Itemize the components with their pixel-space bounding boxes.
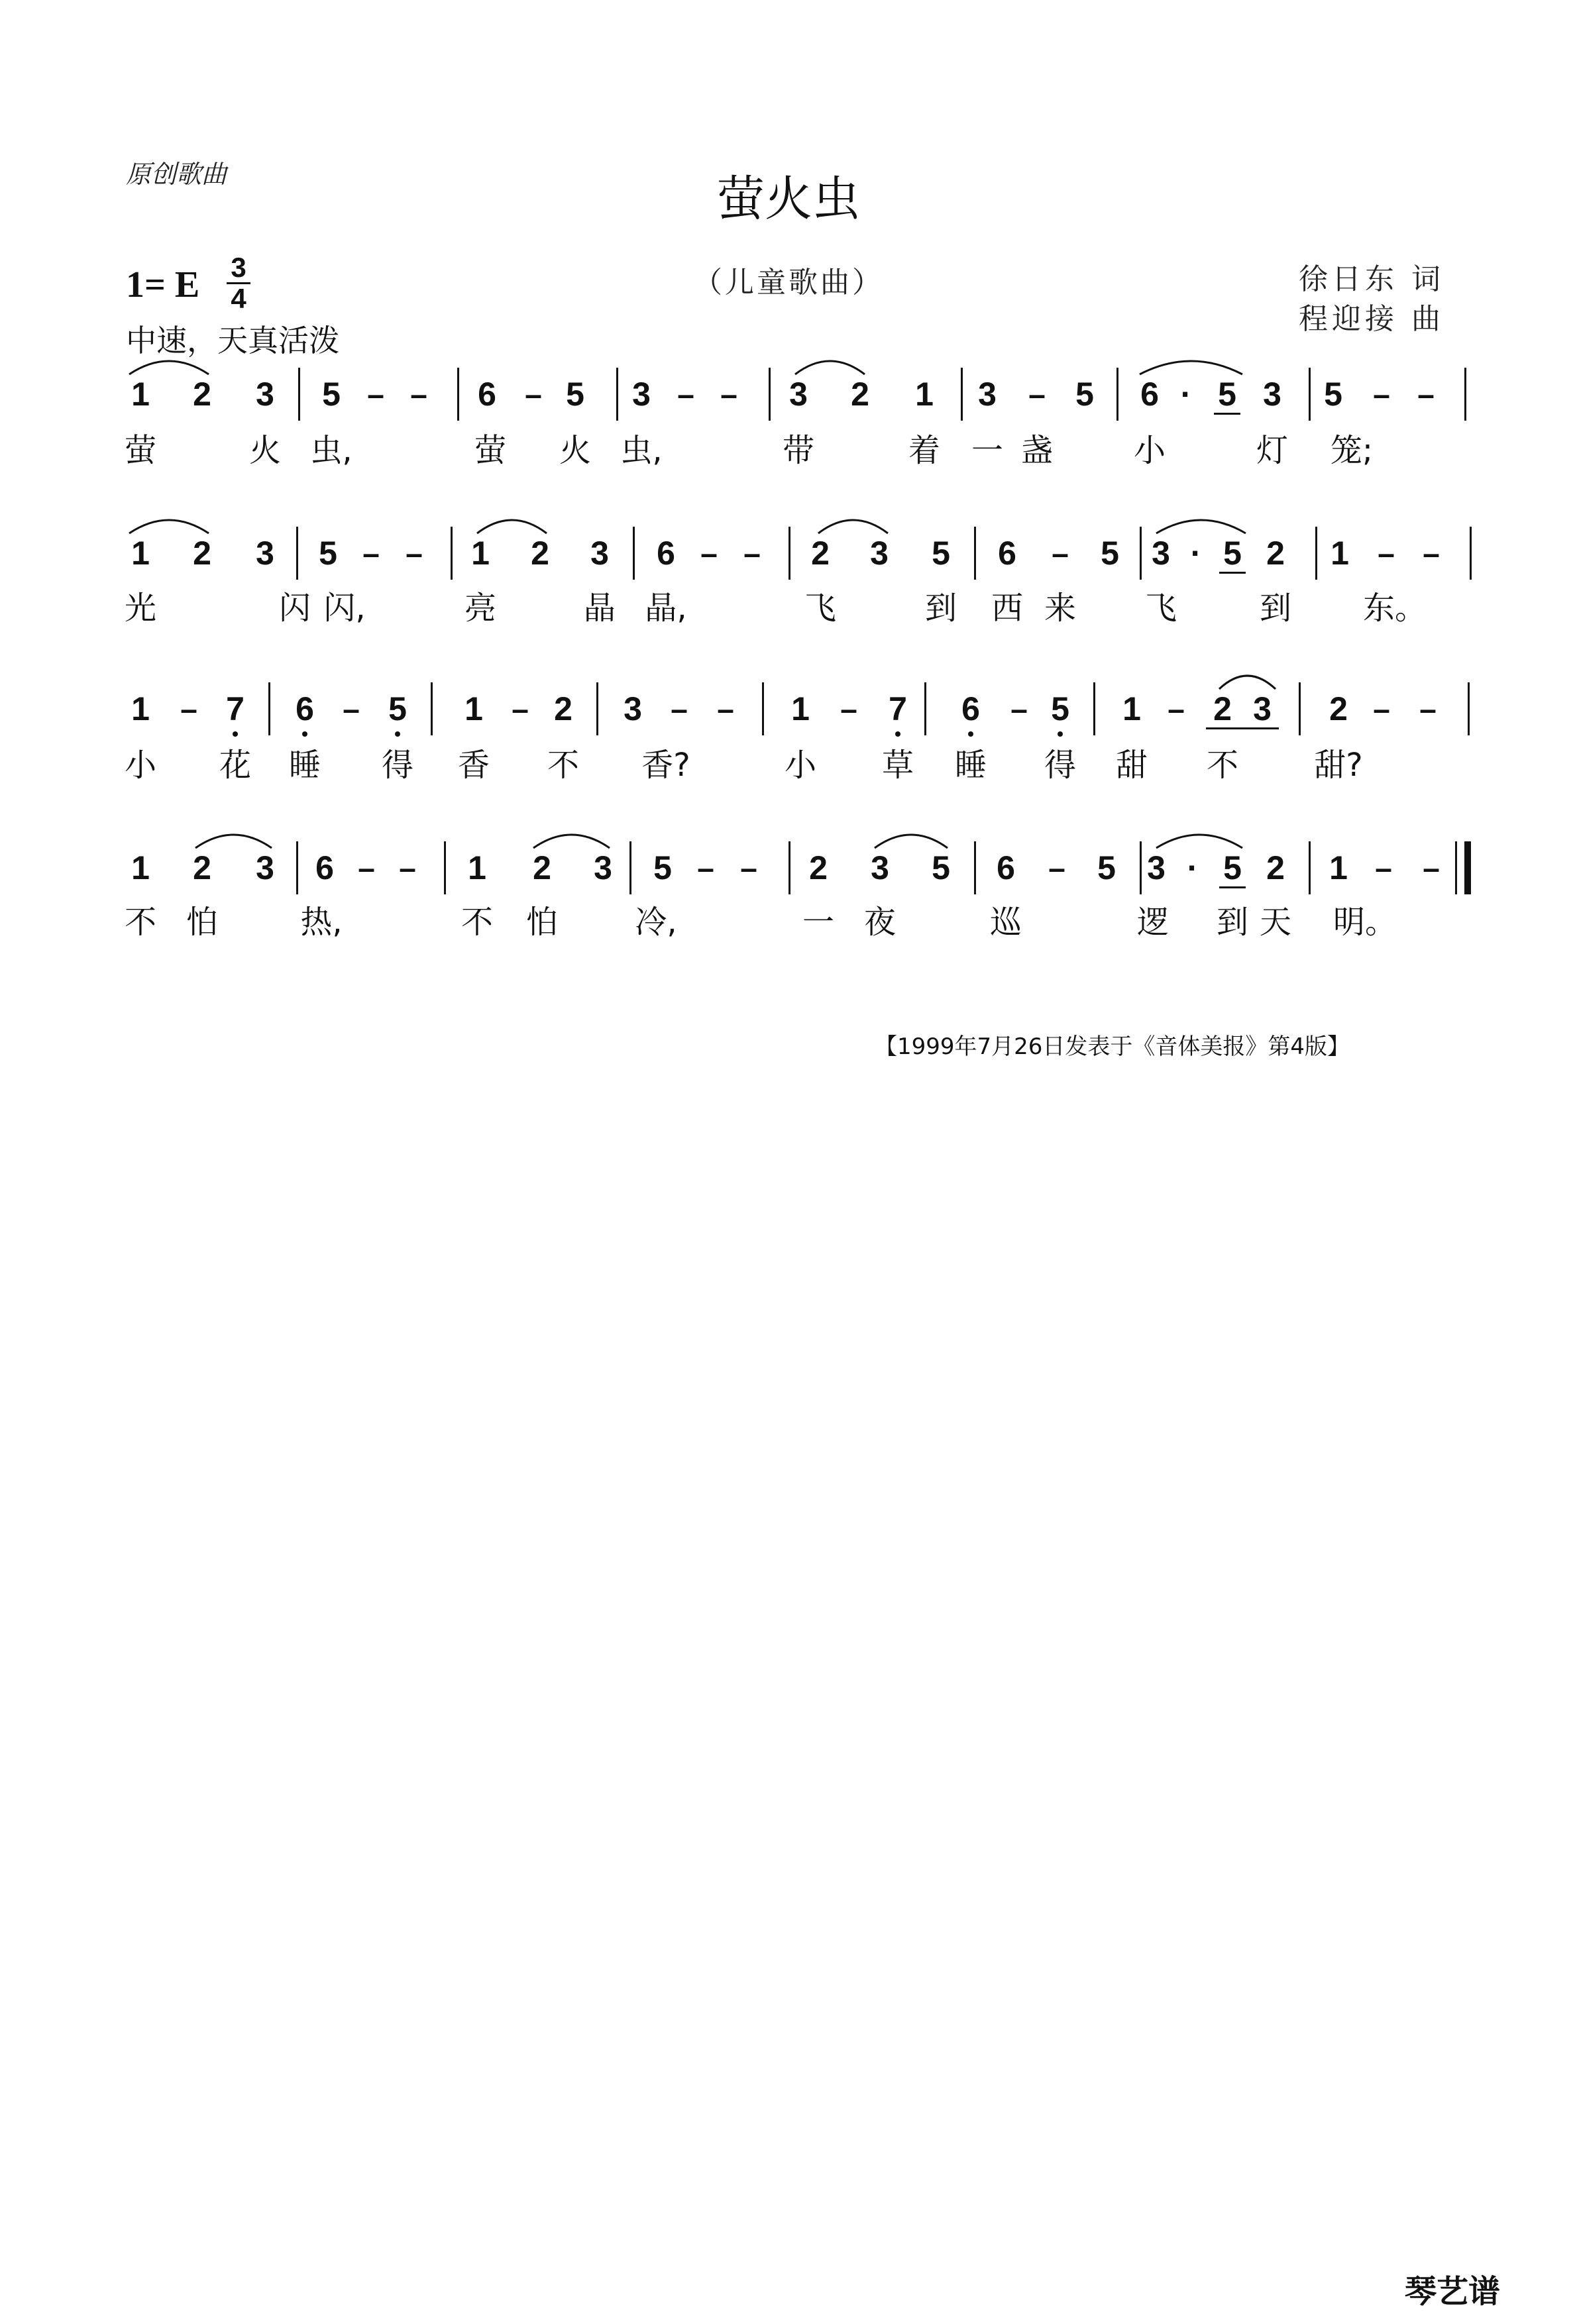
lyric-syllable: 花 bbox=[219, 747, 252, 784]
sustain-dash: – bbox=[1048, 851, 1065, 885]
sustain-dash: – bbox=[840, 692, 857, 726]
barline bbox=[268, 682, 270, 735]
final-barline-thin bbox=[1455, 841, 1457, 894]
score-note: 3 bbox=[256, 535, 274, 572]
lyric-syllable: 西 bbox=[991, 590, 1024, 627]
score-note: 1 bbox=[1331, 535, 1349, 572]
barline bbox=[788, 841, 790, 894]
score-note: 3 bbox=[871, 849, 889, 886]
score-note: 6 bbox=[998, 535, 1016, 572]
lyric-syllable: 来 bbox=[1044, 590, 1077, 627]
sustain-dash: – bbox=[740, 851, 757, 885]
barline bbox=[1315, 527, 1317, 580]
slur-arc bbox=[1140, 361, 1242, 374]
slur-arc bbox=[195, 835, 272, 848]
time-signature-top: 3 bbox=[231, 252, 246, 283]
score-note: 6 bbox=[1140, 376, 1159, 413]
sustain-dash: – bbox=[1423, 851, 1440, 885]
lyric-syllable: 火 bbox=[248, 432, 282, 469]
barline bbox=[1140, 841, 1142, 894]
score-note: 6 bbox=[296, 690, 314, 727]
score-note: 6 bbox=[997, 849, 1015, 886]
lyric-syllable: 睡 bbox=[288, 747, 321, 784]
score-note: 2 bbox=[554, 690, 572, 727]
sustain-dash: – bbox=[1378, 536, 1395, 570]
sustain-dash: – bbox=[717, 692, 734, 726]
sustain-dash: – bbox=[343, 692, 360, 726]
score-note: 2 bbox=[1266, 849, 1285, 886]
note-underline bbox=[1219, 572, 1246, 574]
score-note: 3 bbox=[590, 535, 609, 572]
original-song-label: 原创歌曲 bbox=[126, 160, 227, 189]
score-note: 2 bbox=[811, 535, 830, 572]
tempo-marking: 中速，天真活泼 bbox=[126, 323, 339, 358]
sustain-dash: – bbox=[362, 536, 380, 570]
lyric-syllable: 得 bbox=[381, 747, 414, 784]
barline bbox=[296, 841, 298, 894]
score-note: 3 bbox=[624, 690, 642, 727]
barline bbox=[457, 368, 459, 421]
lyric-syllable: 草 bbox=[881, 747, 914, 784]
score-note: 5 bbox=[319, 535, 337, 572]
lyric-syllable: 甜? bbox=[1314, 747, 1363, 784]
lyricist-credit: 徐日东 词 bbox=[1299, 262, 1444, 296]
barline bbox=[961, 368, 963, 421]
score-note: 2 bbox=[533, 849, 551, 886]
lyric-syllable: 萤 bbox=[474, 432, 507, 469]
lyric-syllable: 甜 bbox=[1115, 747, 1148, 784]
low-octave-dot bbox=[233, 731, 238, 737]
score-note: 3 bbox=[256, 849, 274, 886]
score-note: 2 bbox=[193, 376, 211, 413]
lyric-syllable: 光 bbox=[124, 590, 157, 627]
lyric-syllable: 睡 bbox=[954, 747, 987, 784]
score-note: 5 bbox=[1051, 690, 1069, 727]
sustain-dash: – bbox=[406, 536, 423, 570]
barline bbox=[431, 682, 433, 735]
lyric-syllable: 明。 bbox=[1332, 904, 1397, 941]
score-note: 5 bbox=[1075, 376, 1094, 413]
lyric-syllable: 晶 bbox=[583, 590, 616, 627]
sustain-dash: – bbox=[367, 377, 384, 411]
sustain-dash: – bbox=[743, 536, 761, 570]
barline bbox=[451, 527, 453, 580]
sustain-dash: – bbox=[677, 377, 694, 411]
time-signature-bottom: 4 bbox=[231, 283, 246, 314]
sustain-dash: – bbox=[720, 377, 737, 411]
lyric-syllable: 到 bbox=[1259, 590, 1292, 627]
note-underline bbox=[1206, 727, 1279, 729]
barline bbox=[1116, 368, 1118, 421]
score-note: 3 bbox=[594, 849, 612, 886]
song-title: 萤火虫 bbox=[716, 171, 860, 227]
note-underline bbox=[1219, 886, 1246, 888]
note-underline bbox=[1214, 413, 1240, 415]
brand-logo: 琴艺谱 bbox=[1405, 2273, 1501, 2310]
augmentation-dot: · bbox=[1180, 376, 1192, 413]
lyric-syllable: 小 bbox=[784, 747, 817, 784]
score-note: 1 bbox=[131, 849, 150, 886]
score-note: 5 bbox=[932, 535, 950, 572]
augmentation-dot: · bbox=[1190, 535, 1202, 572]
barline bbox=[616, 368, 618, 421]
barline bbox=[629, 841, 631, 894]
augmentation-dot: · bbox=[1187, 849, 1199, 886]
lyric-syllable: 虫, bbox=[620, 432, 663, 469]
barline bbox=[444, 841, 446, 894]
lyric-syllable: 到 bbox=[924, 590, 957, 627]
low-octave-dot bbox=[968, 731, 973, 737]
lyric-syllable: 不 bbox=[1206, 747, 1239, 784]
sustain-dash: – bbox=[697, 851, 714, 885]
low-octave-dot bbox=[395, 731, 400, 737]
lyric-syllable: 不 bbox=[124, 904, 157, 941]
sustain-dash: – bbox=[525, 377, 542, 411]
lyric-syllable: 东。 bbox=[1362, 590, 1427, 627]
key-signature: 1= E bbox=[126, 264, 200, 305]
barline bbox=[633, 527, 635, 580]
barline bbox=[974, 527, 976, 580]
barline bbox=[1093, 682, 1095, 735]
score-note: 2 bbox=[851, 376, 869, 413]
lyric-syllable: 亮 bbox=[464, 590, 497, 627]
barline bbox=[1309, 841, 1311, 894]
slur-arc bbox=[129, 361, 209, 374]
score-note: 1 bbox=[471, 535, 490, 572]
score-note: 5 bbox=[1097, 849, 1116, 886]
sustain-dash: – bbox=[180, 692, 197, 726]
sustain-dash: – bbox=[1168, 692, 1185, 726]
score-note: 2 bbox=[1213, 690, 1232, 727]
composer-credit: 程迎接 曲 bbox=[1299, 302, 1444, 336]
barline bbox=[769, 368, 771, 421]
sustain-dash: – bbox=[512, 692, 529, 726]
lyric-syllable: 虫, bbox=[310, 432, 353, 469]
slur-arc bbox=[129, 520, 209, 533]
barline bbox=[296, 527, 298, 580]
barline bbox=[1309, 368, 1311, 421]
lyric-syllable: 逻 bbox=[1136, 904, 1169, 941]
slur-arc bbox=[875, 835, 948, 848]
score-note: 1 bbox=[1329, 849, 1348, 886]
lyric-syllable: 飞 bbox=[1144, 590, 1177, 627]
score-note: 1 bbox=[915, 376, 934, 413]
score-note: 3 bbox=[789, 376, 808, 413]
lyric-syllable: 热, bbox=[300, 904, 343, 941]
barline bbox=[924, 682, 926, 735]
sustain-dash: – bbox=[1375, 851, 1392, 885]
lyric-syllable: 闪, bbox=[323, 590, 366, 627]
low-octave-dot bbox=[1058, 731, 1063, 737]
lyric-syllable: 闪 bbox=[278, 590, 311, 627]
score-note: 3 bbox=[256, 376, 274, 413]
sustain-dash: – bbox=[358, 851, 375, 885]
lyric-syllable: 香? bbox=[641, 747, 690, 784]
score-note: 3 bbox=[1152, 535, 1170, 572]
score-note: 3 bbox=[1253, 690, 1272, 727]
score-note: 5 bbox=[388, 690, 407, 727]
sustain-dash: – bbox=[1028, 377, 1046, 411]
slur-arc bbox=[1219, 676, 1276, 689]
score-note: 1 bbox=[131, 376, 150, 413]
sustain-dash: – bbox=[410, 377, 427, 411]
score-note: 5 bbox=[1101, 535, 1119, 572]
score-note: 5 bbox=[322, 376, 341, 413]
score-note: 3 bbox=[978, 376, 997, 413]
score-note: 5 bbox=[1218, 376, 1236, 413]
score-note: 5 bbox=[1324, 376, 1342, 413]
score-note: 1 bbox=[1122, 690, 1141, 727]
barline bbox=[298, 368, 300, 421]
lyric-syllable: 带 bbox=[782, 432, 815, 469]
barline bbox=[1468, 682, 1470, 735]
score-note: 6 bbox=[657, 535, 675, 572]
lyric-syllable: 香 bbox=[457, 747, 490, 784]
sustain-dash: – bbox=[1010, 692, 1028, 726]
score-note: 2 bbox=[1329, 690, 1348, 727]
lyric-syllable: 不 bbox=[547, 747, 580, 784]
score-note: 2 bbox=[531, 535, 549, 572]
barline bbox=[596, 682, 598, 735]
lyric-syllable: 得 bbox=[1044, 747, 1077, 784]
low-octave-dot bbox=[895, 731, 900, 737]
score-note: 6 bbox=[315, 849, 334, 886]
lyric-syllable: 怕 bbox=[186, 904, 219, 941]
score-note: 6 bbox=[478, 376, 496, 413]
sustain-dash: – bbox=[399, 851, 416, 885]
score-note: 1 bbox=[468, 849, 486, 886]
lyric-syllable: 小 bbox=[1133, 432, 1166, 469]
lyric-syllable: 巡 bbox=[989, 904, 1022, 941]
lyric-syllable: 火 bbox=[559, 432, 592, 469]
score-note: 5 bbox=[932, 849, 950, 886]
lyric-syllable: 笼; bbox=[1330, 432, 1374, 469]
score-note: 2 bbox=[193, 535, 211, 572]
slur-arc bbox=[533, 835, 610, 848]
score-note: 5 bbox=[566, 376, 584, 413]
barline bbox=[762, 682, 764, 735]
lyric-syllable: 萤 bbox=[124, 432, 157, 469]
barline bbox=[1299, 682, 1301, 735]
slur-arc bbox=[1156, 835, 1242, 848]
score-note: 3 bbox=[632, 376, 651, 413]
lyric-syllable: 着 bbox=[908, 432, 941, 469]
sustain-dash: – bbox=[1052, 536, 1069, 570]
lyric-syllable: 晶, bbox=[645, 590, 687, 627]
barline bbox=[788, 527, 790, 580]
low-octave-dot bbox=[302, 731, 307, 737]
lyric-syllable: 一 bbox=[971, 432, 1004, 469]
barline bbox=[1470, 527, 1472, 580]
publication-note: 【1999年7月26日发表于《音体美报》第4版】 bbox=[875, 1033, 1350, 1060]
lyric-syllable: 冷, bbox=[635, 904, 677, 941]
lyric-syllable: 到 bbox=[1216, 904, 1249, 941]
sustain-dash: – bbox=[1423, 536, 1440, 570]
sustain-dash: – bbox=[1373, 377, 1390, 411]
score-note: 1 bbox=[131, 535, 150, 572]
lyric-syllable: 飞 bbox=[804, 590, 837, 627]
lyric-syllable: 一 bbox=[802, 904, 835, 941]
score-note: 5 bbox=[1223, 849, 1242, 886]
lyric-syllable: 天 bbox=[1259, 904, 1292, 941]
score-note: 3 bbox=[1147, 849, 1166, 886]
lyric-syllable: 灯 bbox=[1256, 432, 1289, 469]
score-note: 1 bbox=[791, 690, 810, 727]
sustain-dash: – bbox=[1417, 377, 1435, 411]
sustain-dash: – bbox=[1419, 692, 1437, 726]
slur-arc bbox=[1156, 520, 1246, 533]
score-note: 7 bbox=[889, 690, 907, 727]
lyric-syllable: 小 bbox=[124, 747, 157, 784]
sustain-dash: – bbox=[700, 536, 718, 570]
score-note: 5 bbox=[653, 849, 672, 886]
lyric-syllable: 盏 bbox=[1020, 432, 1054, 469]
sustain-dash: – bbox=[1373, 692, 1390, 726]
slur-arc bbox=[818, 520, 888, 533]
barline bbox=[1464, 368, 1466, 421]
sustain-dash: – bbox=[671, 692, 688, 726]
slur-arc bbox=[477, 520, 547, 533]
slur-arc bbox=[795, 361, 865, 374]
score-note: 2 bbox=[809, 849, 828, 886]
barline bbox=[1140, 527, 1142, 580]
lyric-syllable: 不 bbox=[461, 904, 494, 941]
barline bbox=[974, 841, 976, 894]
lyric-syllable: 夜 bbox=[863, 904, 897, 941]
score-note: 1 bbox=[464, 690, 483, 727]
score-note: 5 bbox=[1223, 535, 1242, 572]
score-note: 3 bbox=[870, 535, 889, 572]
lyric-syllable: 怕 bbox=[525, 904, 559, 941]
final-barline bbox=[1464, 841, 1471, 894]
score-note: 3 bbox=[1263, 376, 1281, 413]
score-note: 7 bbox=[226, 690, 245, 727]
score-note: 2 bbox=[1266, 535, 1285, 572]
song-subtitle: （儿童歌曲） bbox=[693, 266, 884, 299]
score-note: 1 bbox=[131, 690, 150, 727]
score-note: 6 bbox=[961, 690, 980, 727]
score-note: 2 bbox=[193, 849, 211, 886]
